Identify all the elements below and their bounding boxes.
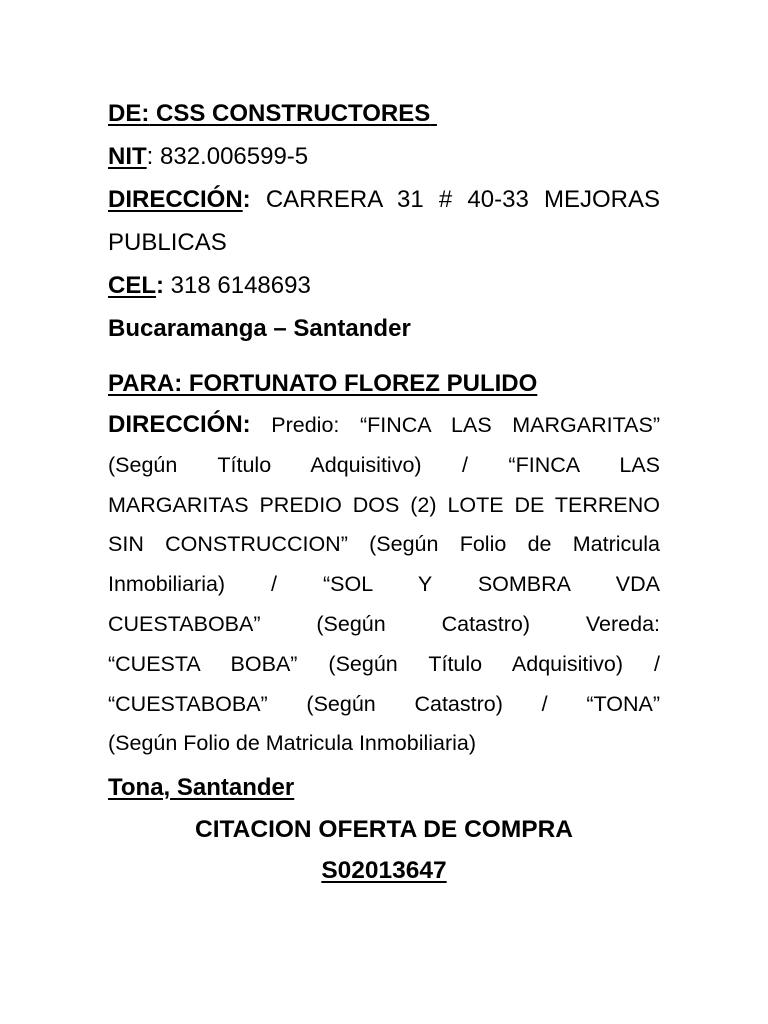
recipient-address-line: “CUESTABOBA” (Según Catastro) / “TONA” xyxy=(108,691,660,716)
recipient-address-line: DIRECCIÓN: Predio: “FINCA LAS MARGARITAS” xyxy=(108,411,660,438)
nit-line xyxy=(108,135,660,178)
from-label: DE: xyxy=(108,100,150,127)
cel-label: CEL xyxy=(108,272,156,299)
sender-city: Bucaramanga – Santander xyxy=(108,315,411,342)
recipient-address-line: MARGARITAS PREDIO DOS (2) LOTE DE TERRENO xyxy=(108,492,660,517)
sender-address-line xyxy=(108,178,660,221)
recipient-address-line: SIN CONSTRUCCION” (Según Folio de Matricula xyxy=(108,532,660,557)
cel-line xyxy=(108,264,660,307)
cel-value: 318 6148693 xyxy=(164,272,311,299)
sender-address-label: DIRECCIÓN xyxy=(108,186,243,213)
sender-line xyxy=(108,92,660,135)
recipient-city: Tona, Santander xyxy=(108,774,295,802)
recipient-address-label: DIRECCIÓN: xyxy=(108,411,251,438)
recipient-address-line: Inmobiliaria) / “SOL Y SOMBRA VDA xyxy=(108,572,660,597)
document-code: S02013647 xyxy=(321,857,447,885)
nit-label: NIT xyxy=(108,143,147,170)
recipient-city-line xyxy=(108,766,660,809)
cel-colon: : xyxy=(156,272,164,299)
sender-address-line1: CARRERA 31 # 40-33 MEJORAS xyxy=(265,186,660,213)
nit-value: : 832.006599-5 xyxy=(146,143,309,170)
document-code-line xyxy=(108,850,660,891)
recipient-address-line: (Según Título Adquisitivo) / “FINCA LAS xyxy=(108,452,660,477)
sender-address-line2: PUBLICAS xyxy=(108,229,227,256)
sender-address-colon: : xyxy=(242,186,251,213)
recipient-address-line: CUESTABOBA” (Según Catastro) Vereda: xyxy=(108,611,660,636)
recipient-address-line: “CUESTA BOBA” (Según Título Adquisitivo) / xyxy=(108,651,660,676)
recipient-name: PARA: FORTUNATO FLOREZ PULIDO xyxy=(108,370,538,397)
document-title: CITACION OFERTA DE COMPRA xyxy=(195,816,573,844)
recipient-address xyxy=(108,405,660,764)
recipient-line xyxy=(108,362,660,405)
sender-name: CSS CONSTRUCTORES xyxy=(156,100,431,127)
recipient-address-line: (Según Folio de Matricula Inmobiliaria) xyxy=(108,731,477,756)
letter-header xyxy=(108,92,660,891)
